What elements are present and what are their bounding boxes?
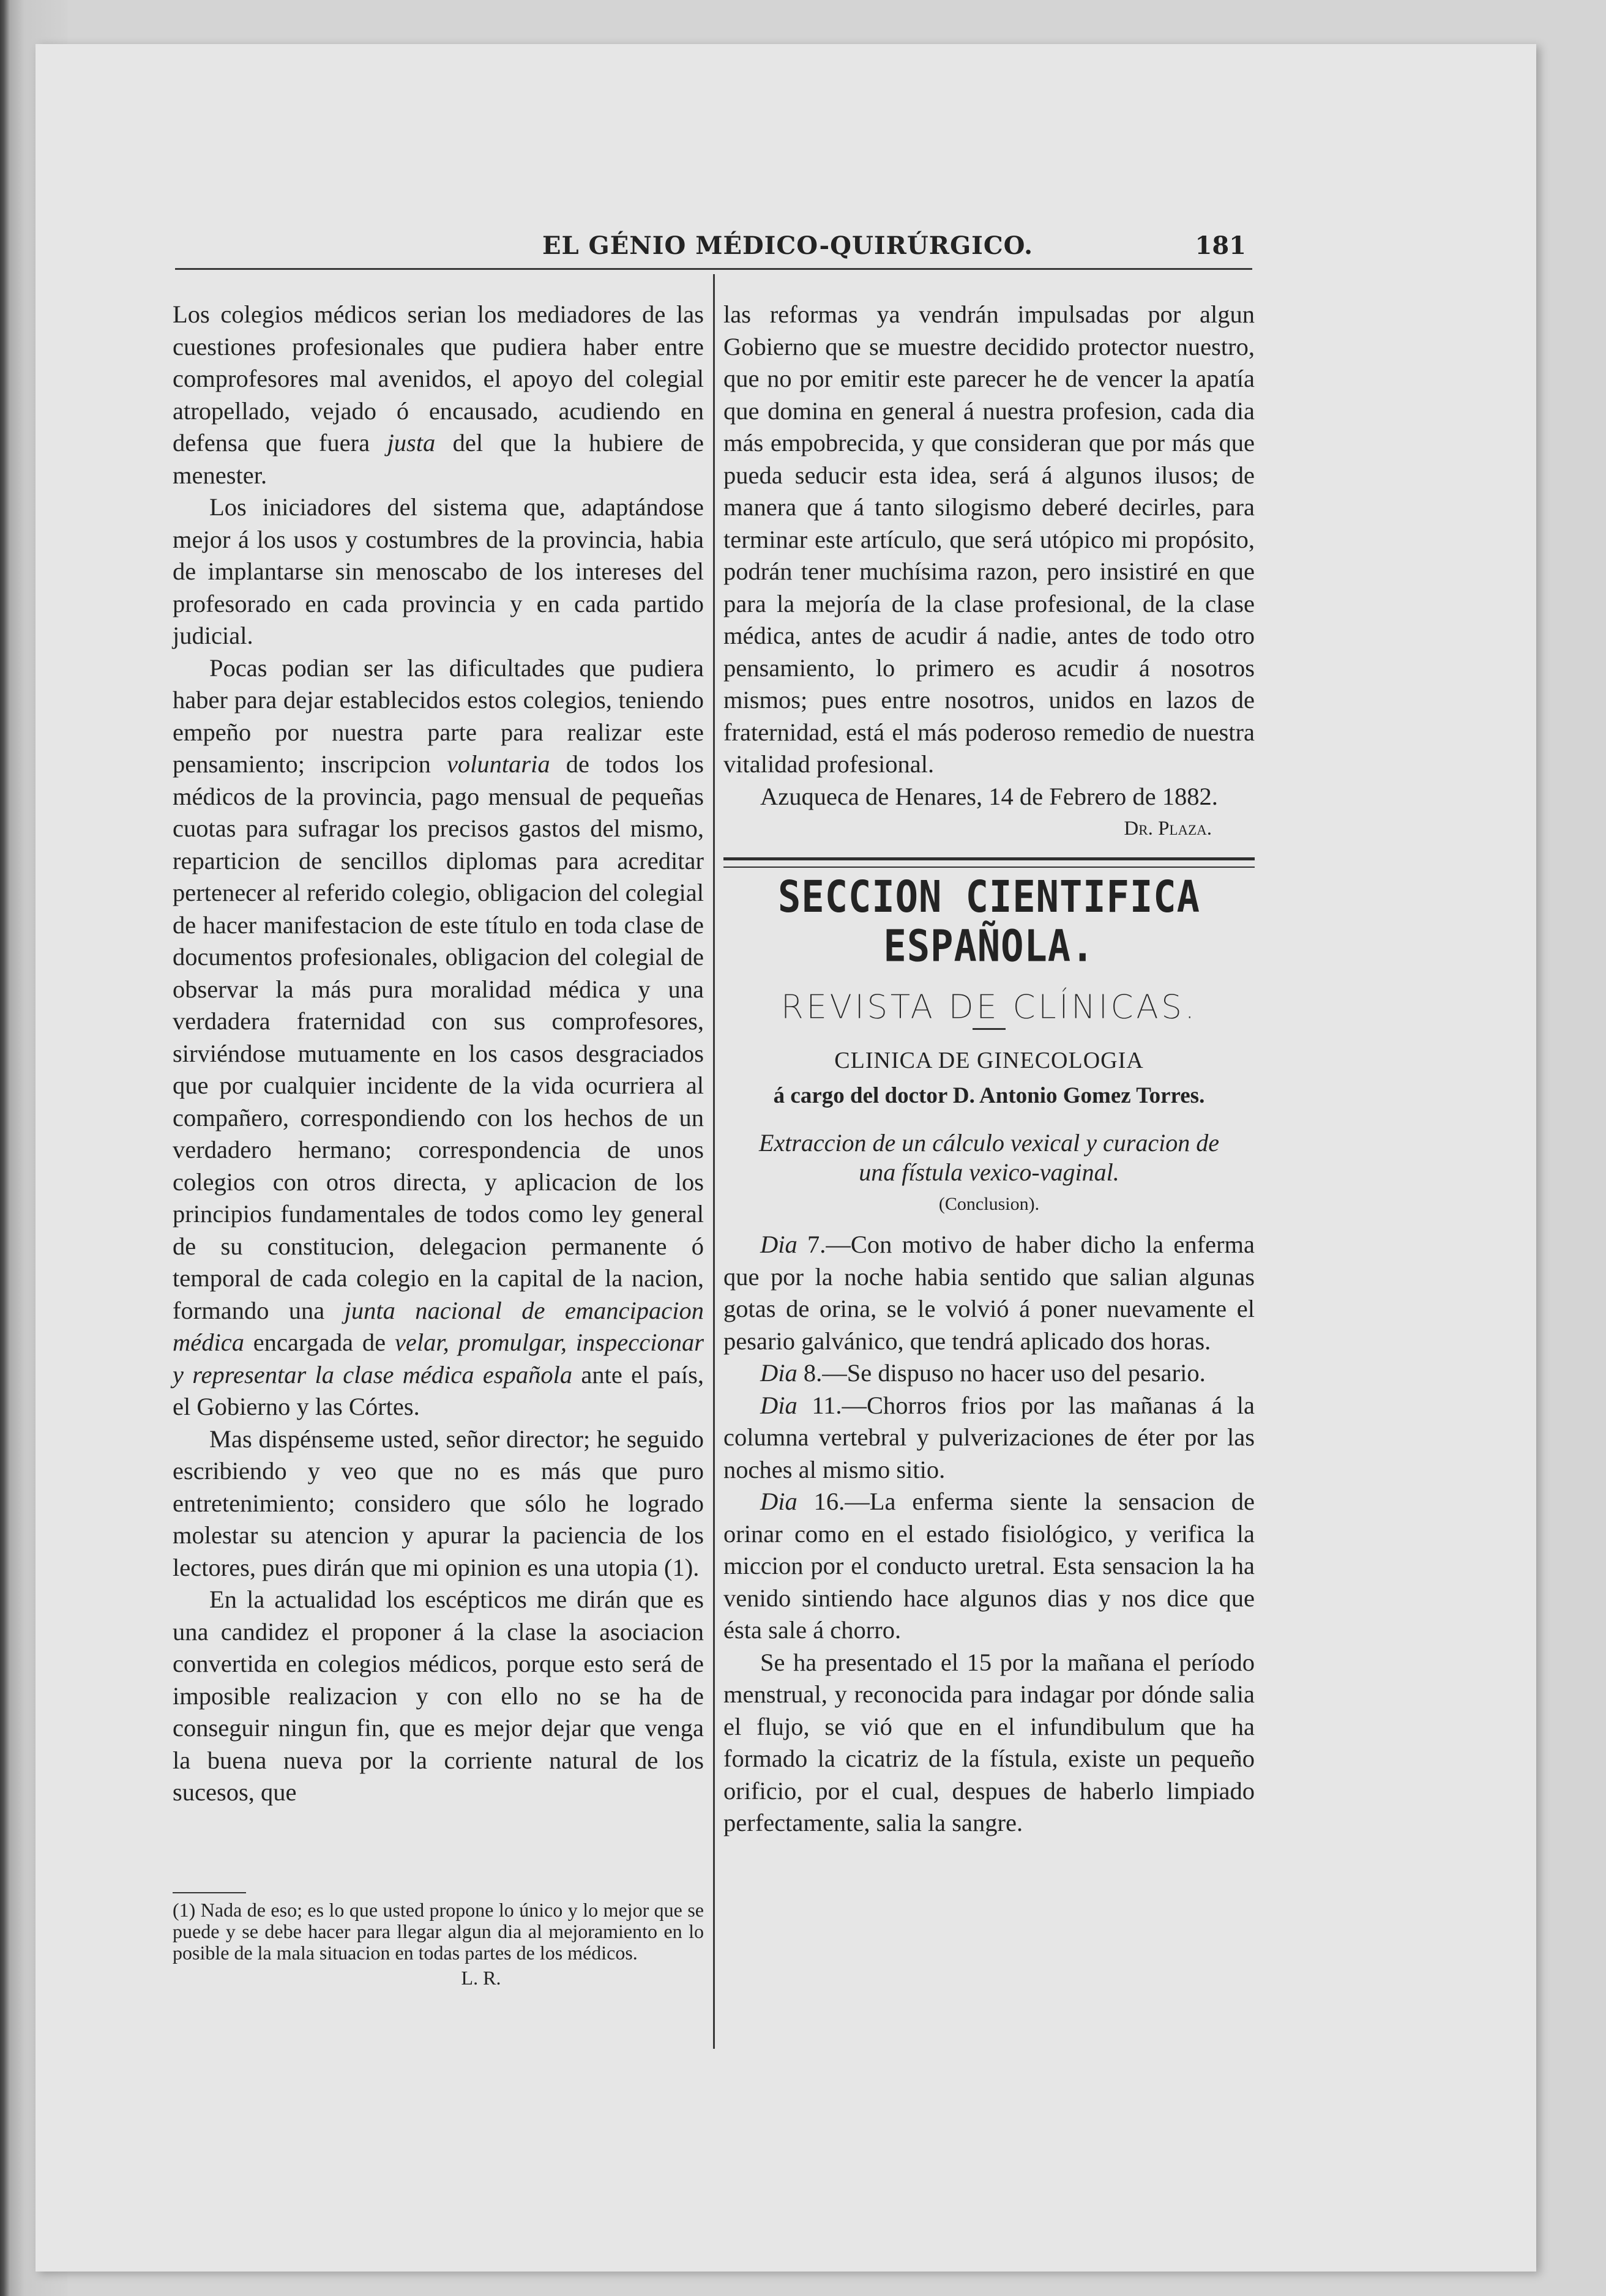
paragraph: las reformas ya vendrán impulsadas por algun Gobierno que se muestre decidido protector nuestro, que no por emitir este parecer he de vencer la apatía que domina en general á nuestra profesion, cada dia más empobrecida, y que consideran que por más que pueda seducir esta idea, será á algunos ilusos; de manera que á tanto silogismo deberé decirles, para terminar este artículo, que será utópico mi propósito, podrán tener muchísima razon, pero insistiré en que para la mejoría de la clase profesional, de la clase médica, antes de acudir á nadie, antes de todo otro pensamiento, lo primero es acudir á nosotros mismos; pues entre nosotros, unidos en lazos de fraternidad, está el más poderoso remedio de nuestra vitalidad profesional. [723,300,1255,778]
conclusion-label: (Conclusion). [938,1193,1040,1214]
running-header [175,226,1252,275]
paragraph: Dia 8.—Se dispuso no hacer uso del pesario. [760,1359,1206,1387]
footnote [173,1892,704,1989]
clinic-heading: CLINICA DE GINECOLOGIA [834,1047,1144,1073]
footnote-rule [173,1892,246,1893]
dateline: Azuqueca de Henares, 14 de Febrero de 1882. [760,782,1218,810]
paragraph: Dia 11.—Chorros frios por las mañanas á la columna vertebral y pulverizaciones de éter por las noches al mismo sitio. [723,1391,1255,1483]
paragraph: Mas dispénseme usted, señor director; he seguido escribiendo y veo que no es más que puro entretenimiento; considero que sólo he logrado molestar su atencion y apurar la paciencia de los lectores, pues dirán que mi opinion es una utopia (1). [173,1425,704,1581]
journal-title: EL GÉNIO MÉDICO-QUIRÚRGICO. [542,231,1034,260]
paragraph: Se ha presentado el 15 por la mañana el período menstrual, y reconocida para indagar por dónde salia el flujo, se vió que en el infundibulum que ha formado la cicatriz de la fístula, existe un pequeño orificio, por el cual, despues de haberlo limpiado perfectamente, salia la sangre. [723,1648,1255,1836]
footnote-signature: L. R. [461,1967,501,1989]
paragraph: En la actualidad los escépticos me dirán que es una candidez el proponer á la clase la asociacion convertida en colegios médicos, porque esto será de imposible realizacion y con ello no se ha de conseguir ningun fin, que es mejor dejar que venga la buena nueva por la corriente natural de los sucesos, que [173,1586,704,1806]
column-divider [713,274,715,2049]
section-title: SECCION CIENTIFICA ESPAÑOLA. [778,870,1200,972]
right-column [723,299,1255,1839]
left-column [173,299,704,1809]
page-number: 181 [1195,231,1246,260]
byline: á cargo del doctor D. Antonio Gomez Torres. [773,1083,1205,1108]
author-signoff: Dr. Plaza. [1124,818,1212,840]
paragraph: Dia 16.—La enferma siente la sensacion de orinar como en el estado fisiológico, y verifica la miccion por el conducto uretral. Esta sensacion la ha venido sintiendo hace algunos dias y nos dice que ésta sale á chorro. [723,1488,1255,1644]
paragraph: Los iniciadores del sistema que, adaptándose mejor á los usos y costumbres de la provincia, habia de implantarse sin menoscabo de los intereses del profesorado en cada provincia y en cada partido judicial. [173,493,704,649]
paragraph: Los colegios médicos serian los mediadores de las cuestiones profesionales que pudiera haber entre comprofesores mal avenidos, el apoyo del colegial atropellado, vejado ó encausado, acudiendo en defensa que fuera justa del que la hubiere de menester. [173,300,704,489]
paragraph: Dia 7.—Con motivo de haber dicho la enferma que por la noche habia sentido que salian algunas gotas de orina, se le volvió á poner nuevamente el pesario galvánico, que tendrá aplicado dos horas. [723,1231,1255,1355]
article-title: Extraccion de un cálculo vexical y curacion de una fístula vexico-vaginal. [759,1128,1219,1186]
section-rule [723,857,1255,868]
short-rule [973,1028,1006,1030]
header-rule [175,268,1252,270]
footnote-text: (1) Nada de eso; es lo que usted propone lo único y lo mejor que se puede y se debe hacer para llegar algun dia al mejoramiento en lo posible de la mala situacion en todas partes de los médicos. [173,1899,704,1964]
revista-heading: REVISTA DE CLÍNICAS. [780,987,1198,1026]
paragraph: Pocas podian ser las dificultades que pudiera haber para dejar establecidos estos colegios, teniendo empeño por nuestra parte para realizar este pensamiento; inscripcion voluntaria de todos los médicos de la provincia, pago mensual de pequeñas cuotas para sufragar los precisos gastos del mismo, reparticion de sencillos diplomas para acreditar pertenecer al referido colegio, obligacion del colegial de hacer manifestacion de este título en toda clase de documentos profesionales, obligacion del colegial de observar la más pura moralidad médica y una verdadera fraternidad con sus comprofesores, sirviéndose mutuamente en los casos desgraciados que por cualquier incidente de la vida ocurriera al compañero, correspondiendo con los hechos de un verdadero hermano; correspondencia de unos colegios con otros directa, y aplicacion de los principios fundamentales de todos como ley general de su constitucion, delegacion permanente ó temporal de cada colegio en la capital de la nacion, formando una junta nacional de emancipacion médica encargada de velar, promulgar, inspeccionar y representar la clase médica española ante el país, el Gobierno y las Córtes. [173,654,704,1420]
